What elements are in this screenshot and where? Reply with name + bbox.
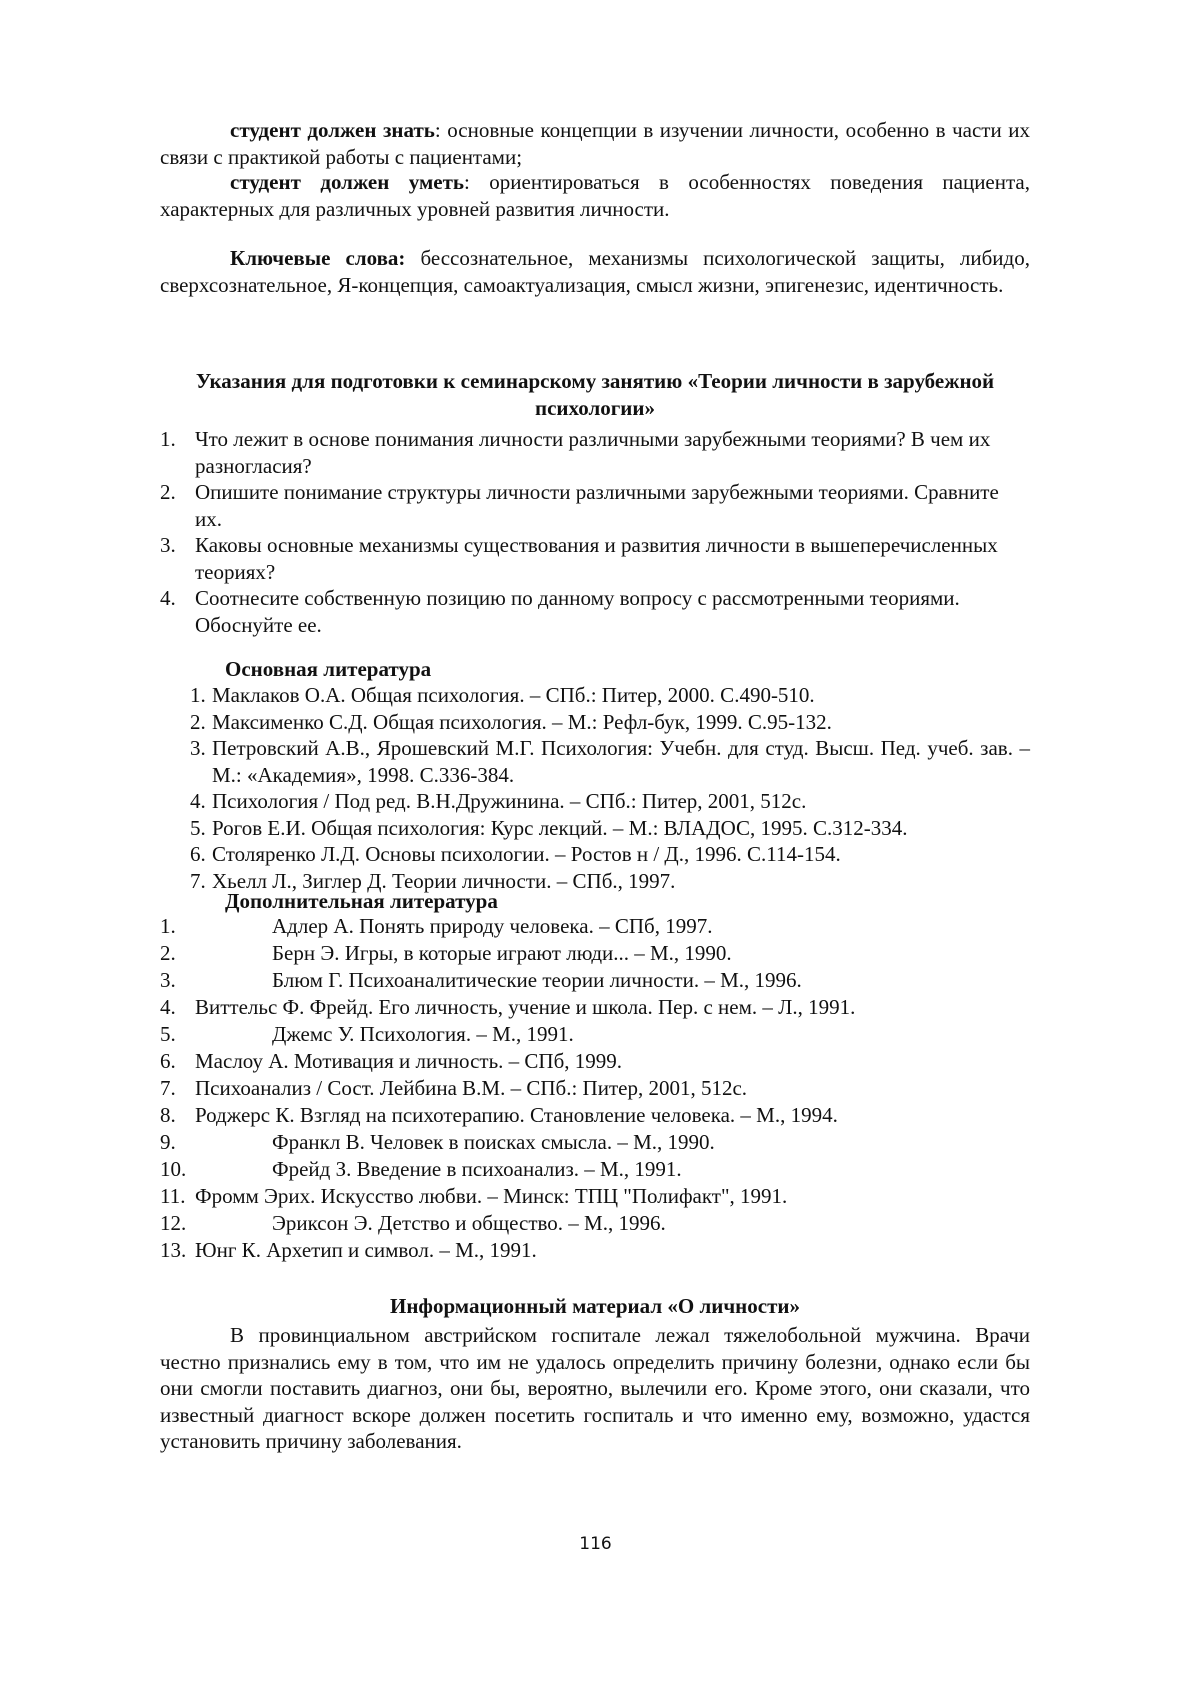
item-text: Соотнесите собственную позицию по данному вопросу с рассмотренными теориями. Обоснуйте ее. <box>195 586 960 637</box>
list-item <box>160 913 1030 940</box>
item-number: 9. <box>160 1130 176 1154</box>
list-item <box>160 479 1030 532</box>
item-text: Маслоу А. Мотивация и личность. – СПб, 1999. <box>195 1049 623 1073</box>
keywords-label: Ключевые слова: <box>230 246 406 270</box>
keywords-paragraph <box>160 245 1030 298</box>
able-text: : ориентироваться в особенностях поведения пациента, характерных для различных уровней развития личности. <box>160 170 1030 221</box>
item-number: 3. <box>160 968 176 992</box>
item-number: 5. <box>190 815 206 840</box>
list-item <box>160 1075 1030 1102</box>
item-number: 7. <box>190 868 206 893</box>
list-item <box>160 426 1030 479</box>
able-label: студент должен уметь <box>230 170 465 194</box>
keywords-text: бессознательное, механизмы психологической защиты, либидо, сверхсознательное, Я-концепция, самоактуализация, смысл жизни, эпигенезис, идентичность. <box>160 246 1030 297</box>
item-number: 11. <box>160 1184 186 1208</box>
item-text: Рогов Е.И. Общая психология: Курс лекций. – М.: ВЛАДОС, 1995. С.312-334. <box>212 815 908 840</box>
item-text: Фромм Эрих. Искусство любви. – Минск: ТПЦ "Полифакт", 1991. <box>195 1184 788 1208</box>
list-item <box>160 994 1030 1021</box>
list-item <box>160 967 1030 994</box>
list-item <box>155 788 1030 815</box>
item-text: Столяренко Л.Д. Основы психологии. – Ростов н / Д., 1996. С.114-154. <box>212 842 841 866</box>
list-item <box>160 1237 1030 1264</box>
list-item <box>160 940 1030 967</box>
item-text: Роджерс К. Взгляд на психотерапию. Становление человека. – М., 1994. <box>195 1103 838 1127</box>
item-number: 1. <box>160 914 176 938</box>
list-item <box>160 585 1030 638</box>
item-text: Блюм Г. Психоаналитические теории личности. – М., 1996. <box>272 968 802 992</box>
list-item <box>160 532 1030 585</box>
intro-know-paragraph <box>160 117 1030 170</box>
item-number: 7. <box>160 1076 176 1100</box>
item-text: Франкл В. Человек в поисках смысла. – М., 1990. <box>272 1130 715 1154</box>
item-number: 10. <box>160 1157 187 1181</box>
know-label: студент должен знать <box>230 118 435 142</box>
list-item <box>160 1183 1030 1210</box>
list-item <box>160 1102 1030 1129</box>
item-number: 5. <box>160 1022 176 1046</box>
item-text: Берн Э. Игры, в которые играют люди... – М., 1990. <box>272 941 732 965</box>
list-item <box>155 682 1030 709</box>
basic-lit-list <box>155 682 1030 894</box>
item-text: Петровский А.В., Ярошевский М.Г. Психология: Учебн. для студ. Высш. Пед. учеб. зав. – М.: «Академия», 1998. С.336-384. <box>212 736 1030 787</box>
item-text: Виттельс Ф. Фрейд. Его личность, учение и школа. Пер. с нем. – Л., 1991. <box>195 995 856 1019</box>
item-number: 13. <box>160 1238 187 1262</box>
list-item <box>160 1210 1030 1237</box>
item-text: Каковы основные механизмы существования и развития личности в вышеперечисленных теориях? <box>195 533 998 584</box>
item-number: 1. <box>160 427 176 451</box>
page-number: 116 <box>579 1534 612 1554</box>
info-title: Информационный материал «О личности» <box>389 1294 801 1318</box>
item-number: 4. <box>190 789 206 813</box>
list-item <box>155 709 1030 736</box>
list-item <box>160 1156 1030 1183</box>
add-lit-list <box>160 913 1030 1264</box>
item-number: 12. <box>160 1211 187 1235</box>
item-text: Психоанализ / Сост. Лейбина В.М. – СПб.: Питер, 2001, 512с. <box>195 1076 748 1100</box>
add-lit-heading: Дополнительная литература <box>225 889 498 913</box>
item-number: 4. <box>160 995 176 1019</box>
item-number: 8. <box>160 1103 176 1127</box>
item-text: Максименко С.Д. Общая психология. – М.: Рефл-бук, 1999. С.95-132. <box>212 709 832 734</box>
info-paragraph: В провинциальном австрийском госпитале лежал тяжелобольной мужчина. Врачи честно признались ему в том, что им не удалось определить причину болезни, однако если бы они смогли поставить диагноз, они бы, вероятно, вылечили его. Кроме этого, они сказали, что известный диагност вскоре должен посетить госпиталь и что именно ему, возможно, удастся установить причину заболевания. <box>160 1323 1030 1454</box>
intro-able-paragraph <box>160 169 1030 222</box>
list-item <box>155 815 1030 842</box>
item-number: 2. <box>190 709 206 734</box>
list-item <box>160 1129 1030 1156</box>
item-text: Психология / Под ред. В.Н.Дружинина. – СПб.: Питер, 2001, 512с. <box>212 789 807 813</box>
item-number: 6. <box>160 1049 176 1073</box>
list-item <box>160 1021 1030 1048</box>
seminar-title: Указания для подготовки к семинарскому занятию «Теории личности в зарубежной психологии» <box>195 369 995 420</box>
item-text: Эриксон Э. Детство и общество. – М., 1996. <box>272 1211 666 1235</box>
item-number: 3. <box>190 736 206 760</box>
item-number: 4. <box>160 586 176 610</box>
item-number: 3. <box>160 533 176 557</box>
item-text: Маклаков О.А. Общая психология. – СПб.: Питер, 2000. С.490-510. <box>212 683 815 707</box>
know-text: : основные концепции в изучении личности, особенно в части их связи с практикой работы с пациентами; <box>160 118 1030 169</box>
item-number: 6. <box>190 842 206 866</box>
list-item <box>155 735 1030 788</box>
item-number: 1. <box>190 683 206 707</box>
item-text: Адлер А. Понять природу человека. – СПб, 1997. <box>272 914 713 938</box>
basic-lit-heading: Основная литература <box>225 657 432 681</box>
item-text: Фрейд З. Введение в психоанализ. – М., 1991. <box>272 1157 682 1181</box>
list-item <box>160 1048 1030 1075</box>
seminar-questions <box>160 426 1030 638</box>
item-number: 2. <box>160 941 176 965</box>
item-text: Что лежит в основе понимания личности различными зарубежными теориями? В чем их разногласия? <box>195 427 991 478</box>
item-number: 2. <box>160 480 176 504</box>
item-text: Опишите понимание структуры личности различными зарубежными теориями. Сравните их. <box>195 480 999 531</box>
list-item <box>155 841 1030 868</box>
item-text: Хьелл Л., Зиглер Д. Теории личности. – СПб., 1997. <box>212 868 676 893</box>
item-text: Юнг К. Архетип и символ. – М., 1991. <box>195 1238 537 1262</box>
item-text: Джемс У. Психология. – М., 1991. <box>272 1022 574 1046</box>
